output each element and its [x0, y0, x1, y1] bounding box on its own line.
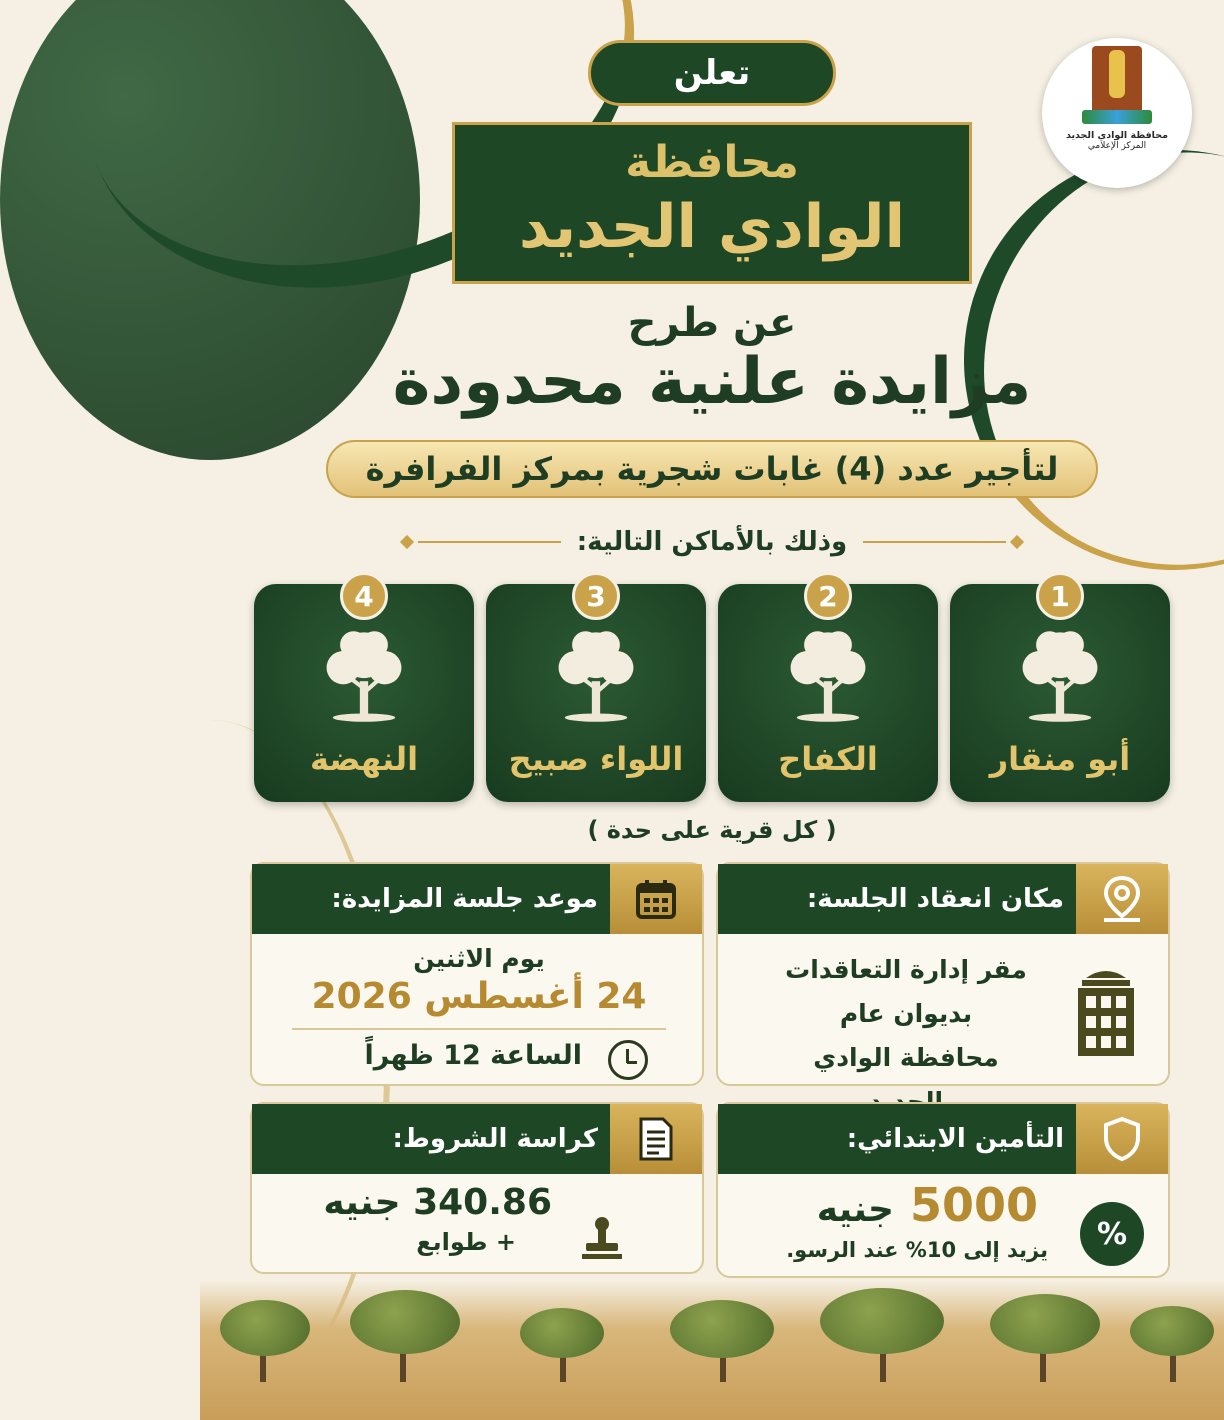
location-name: اللواء صبيح	[508, 740, 684, 778]
location-number: 4	[340, 572, 388, 620]
box-header	[252, 1104, 702, 1174]
tree	[220, 1300, 310, 1356]
location-card-3	[486, 579, 706, 802]
clock-icon	[608, 1040, 648, 1080]
places-intro: وذلك بالأماكن التالية:	[576, 527, 848, 557]
stamp-icon	[578, 1216, 626, 1262]
location-number: 1	[1036, 572, 1084, 620]
box-header	[252, 864, 702, 934]
governorate-label: محافظة	[625, 137, 799, 188]
divider	[292, 1028, 666, 1030]
announce-pill: تعلن	[588, 40, 836, 106]
tree-icon	[776, 624, 880, 728]
book-price	[323, 1182, 552, 1223]
initial-insurance-box	[716, 1102, 1170, 1278]
tree	[1130, 1306, 1214, 1356]
location-name: أبو منقار	[989, 740, 1131, 778]
tree	[670, 1300, 774, 1358]
tree-icon	[1008, 624, 1112, 728]
auction-title: مزايدة علنية محدودة	[392, 345, 1032, 419]
diamond-icon	[1010, 535, 1024, 549]
insurance-value: 5000	[909, 1178, 1038, 1232]
address-line: مقر إدارة التعاقدات	[785, 955, 1027, 984]
about-heading: عن طرح	[627, 300, 797, 346]
logo-subtitle: المركز الإعلامي	[1087, 141, 1147, 151]
tree	[990, 1294, 1100, 1354]
shield-icon	[1076, 1104, 1168, 1174]
session-day: يوم الاثنين	[413, 944, 545, 973]
stamps-note: + طوابع	[416, 1228, 516, 1256]
tree	[820, 1288, 944, 1354]
calendar-icon	[610, 864, 702, 934]
insurance-amount	[817, 1178, 1038, 1232]
location-name: النهضة	[309, 740, 419, 778]
session-date: 24 أغسطس 2026	[311, 976, 647, 1017]
location-card-1	[950, 579, 1170, 802]
book-price-currency: جنيه	[323, 1182, 401, 1223]
lease-description: لتأجير عدد (4) غابات شجرية بمركز الفرافرة	[326, 440, 1098, 498]
box-title: موعد جلسة المزايدة:	[331, 884, 598, 914]
book-price-value: 340.86	[413, 1182, 552, 1223]
address-line: محافظة الوادي	[813, 1043, 999, 1072]
tree	[520, 1308, 604, 1358]
box-title: مكان انعقاد الجلسة:	[806, 884, 1064, 914]
box-header	[718, 1104, 1168, 1174]
box-title: كراسة الشروط:	[392, 1124, 598, 1154]
orchard-scene	[200, 1280, 1224, 1420]
percent-icon: %	[1080, 1202, 1144, 1266]
conditions-book-box	[250, 1102, 704, 1274]
tree	[350, 1290, 460, 1354]
session-date-box	[250, 862, 704, 1086]
tree-icon	[544, 624, 648, 728]
building-icon	[1074, 964, 1138, 1060]
document-icon	[610, 1104, 702, 1174]
each-village-note: ( كل قرية على حدة )	[587, 816, 837, 844]
insurance-note: يزيد إلى 10% عند الرسو.	[786, 1238, 1048, 1262]
address-line: بديوان عام	[839, 999, 973, 1028]
governorate-banner	[452, 122, 972, 284]
session-place-address	[776, 948, 1036, 1124]
session-place-box	[716, 862, 1170, 1086]
box-title: التأمين الابتدائي:	[846, 1124, 1064, 1154]
governorate-logo	[1042, 38, 1192, 188]
location-name: الكفاح	[778, 740, 878, 778]
governorate-name: الوادي الجديد	[518, 192, 906, 262]
insurance-currency: جنيه	[816, 1189, 894, 1230]
location-card-2	[718, 579, 938, 802]
logo-title: محافظة الوادي الجديد	[1066, 130, 1168, 141]
location-card-4	[254, 579, 474, 802]
location-number: 3	[572, 572, 620, 620]
location-pin-icon	[1076, 864, 1168, 934]
tree-icon	[312, 624, 416, 728]
emblem-icon	[1082, 46, 1152, 128]
divider	[863, 541, 1006, 543]
session-time: الساعة 12 ظهراً	[364, 1040, 582, 1071]
location-number: 2	[804, 572, 852, 620]
divider	[418, 541, 561, 543]
box-header	[718, 864, 1168, 934]
diamond-icon	[400, 535, 414, 549]
places-intro-row	[396, 522, 1028, 562]
